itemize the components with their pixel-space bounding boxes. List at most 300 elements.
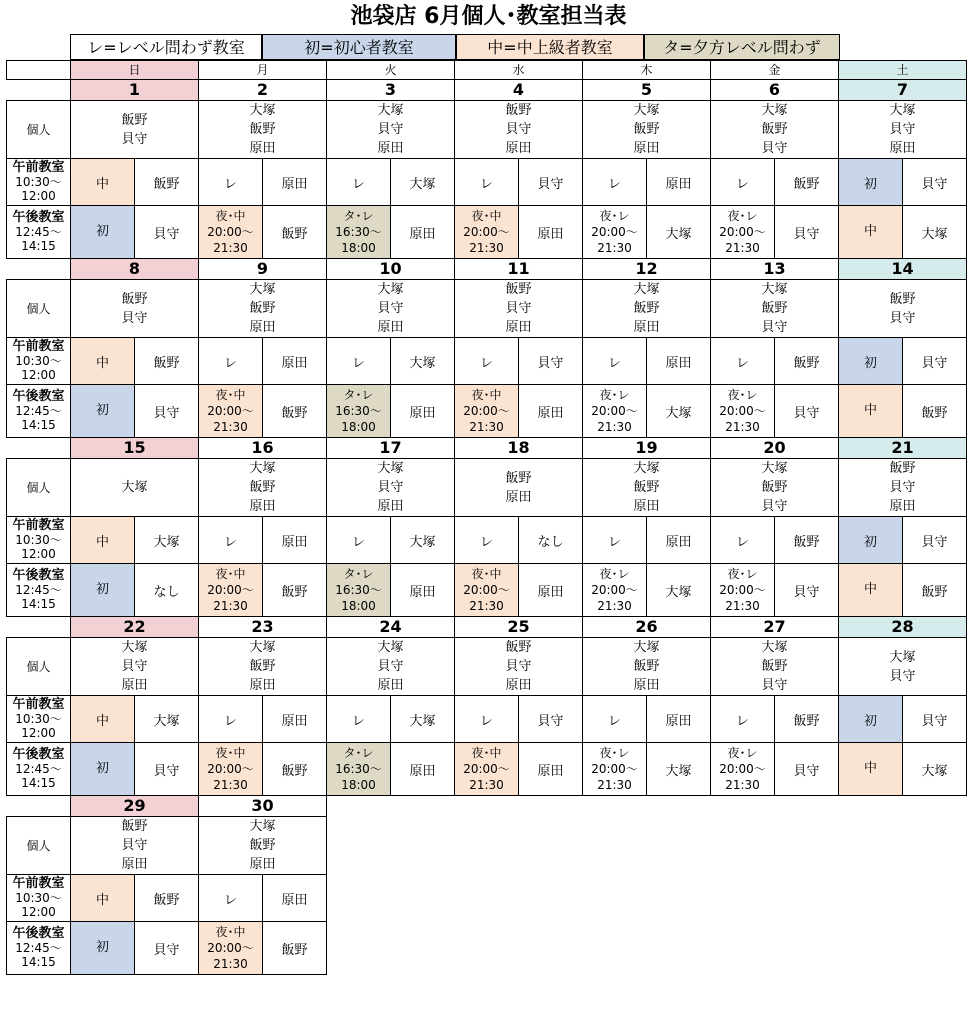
staff-name: 貝守 bbox=[121, 131, 148, 147]
am-class-type: 中 bbox=[71, 517, 135, 564]
am-staff: 原田 bbox=[647, 696, 711, 743]
pm-class-type bbox=[199, 385, 263, 438]
staff-name: 原田 bbox=[249, 320, 276, 335]
am-class-type: レ bbox=[455, 517, 519, 564]
am-class-type: レ bbox=[455, 159, 519, 206]
pm-staff: 飯野 bbox=[903, 385, 967, 438]
weekday-header: 日 bbox=[71, 61, 199, 80]
pm-staff: 大塚 bbox=[647, 206, 711, 259]
pm-type-line: 21:30 bbox=[597, 778, 632, 792]
am-staff: 原田 bbox=[647, 517, 711, 564]
pm-class-type bbox=[583, 564, 647, 617]
empty-cell bbox=[839, 875, 967, 922]
staff-name: 原田 bbox=[505, 320, 532, 335]
weekday-header: 木 bbox=[583, 61, 711, 80]
staff-name: 大塚 bbox=[761, 282, 788, 297]
pm-class-type: 初 bbox=[71, 385, 135, 438]
pm-label-line: 14:15 bbox=[21, 418, 56, 432]
staff-name: 大塚 bbox=[249, 461, 276, 476]
am-label-line: 10:30～ bbox=[15, 175, 62, 189]
date-number: 23 bbox=[199, 617, 327, 638]
pm-label-line: 午後教室 bbox=[12, 389, 65, 404]
pm-type-line: 夜･中 bbox=[215, 388, 246, 402]
weekday-header: 金 bbox=[711, 61, 839, 80]
staff-name: 原田 bbox=[505, 489, 532, 505]
pm-class-type: 中 bbox=[839, 385, 903, 438]
pm-staff: 貝守 bbox=[135, 385, 199, 438]
staff-name: 貝守 bbox=[761, 320, 788, 335]
individual-staff-cell bbox=[711, 280, 839, 338]
staff-name: 貝守 bbox=[505, 301, 532, 316]
am-staff: 大塚 bbox=[391, 517, 455, 564]
pm-type-line: 夜･レ bbox=[599, 746, 630, 760]
pm-label-line: 午後教室 bbox=[12, 747, 65, 762]
am-class-type: レ bbox=[199, 875, 263, 922]
pm-staff: 貝守 bbox=[775, 743, 839, 796]
individual-staff-cell bbox=[711, 459, 839, 517]
empty-cell bbox=[327, 796, 455, 817]
am-label-line: 午前教室 bbox=[12, 160, 65, 175]
empty-cell bbox=[583, 875, 711, 922]
row-label-individual: 個人 bbox=[7, 280, 71, 338]
pm-class-type bbox=[199, 922, 263, 975]
staff-name: 飯野 bbox=[121, 112, 148, 128]
staff-name: 原田 bbox=[249, 499, 276, 514]
staff-name: 飯野 bbox=[249, 480, 276, 495]
pm-type-line: 18:00 bbox=[341, 241, 376, 255]
date-number: 4 bbox=[455, 80, 583, 101]
staff-name: 大塚 bbox=[377, 282, 404, 297]
individual-staff-cell bbox=[583, 101, 711, 159]
pm-type-line: タ･レ bbox=[343, 388, 374, 402]
individual-staff-cell bbox=[583, 638, 711, 696]
pm-staff: 原田 bbox=[391, 564, 455, 617]
am-class-type: レ bbox=[711, 696, 775, 743]
pm-type-line: 16:30～ bbox=[335, 225, 382, 239]
pm-class-type bbox=[711, 743, 775, 796]
pm-class-type: 初 bbox=[71, 206, 135, 259]
empty-cell bbox=[327, 922, 455, 975]
staff-name: 大塚 bbox=[889, 103, 916, 118]
row-label-pm bbox=[7, 922, 71, 975]
empty-cell bbox=[583, 796, 711, 817]
pm-label-line: 12:45～ bbox=[15, 941, 62, 955]
staff-name: 大塚 bbox=[377, 103, 404, 118]
am-class-type: レ bbox=[711, 159, 775, 206]
pm-staff: 飯野 bbox=[263, 743, 327, 796]
am-class-type: 中 bbox=[71, 338, 135, 385]
staff-name: 原田 bbox=[249, 141, 276, 156]
am-staff: 飯野 bbox=[135, 875, 199, 922]
pm-type-line: 夜･中 bbox=[471, 567, 502, 581]
pm-class-type bbox=[711, 206, 775, 259]
spacer-cell bbox=[7, 438, 71, 459]
individual-staff-cell bbox=[71, 817, 199, 875]
staff-name: 大塚 bbox=[761, 640, 788, 655]
row-label-pm bbox=[7, 385, 71, 438]
staff-name: 飯野 bbox=[505, 470, 532, 486]
pm-class-type bbox=[327, 385, 391, 438]
empty-cell bbox=[455, 817, 583, 875]
individual-staff-cell bbox=[455, 459, 583, 517]
staff-name: 飯野 bbox=[633, 480, 660, 495]
staff-name: 貝守 bbox=[761, 678, 788, 693]
am-class-type: レ bbox=[327, 517, 391, 564]
staff-name: 飯野 bbox=[761, 480, 788, 495]
empty-cell bbox=[711, 875, 839, 922]
pm-type-line: 20:00～ bbox=[207, 762, 254, 776]
staff-name: 貝守 bbox=[121, 310, 148, 326]
staff-name: 大塚 bbox=[121, 480, 148, 495]
pm-type-line: 20:00～ bbox=[591, 762, 638, 776]
am-staff: 飯野 bbox=[775, 517, 839, 564]
pm-staff: 飯野 bbox=[263, 385, 327, 438]
date-number: 27 bbox=[711, 617, 839, 638]
pm-staff: 原田 bbox=[391, 206, 455, 259]
pm-label-line: 午後教室 bbox=[12, 210, 65, 225]
staff-name: 飯野 bbox=[249, 659, 276, 674]
am-staff: 飯野 bbox=[775, 696, 839, 743]
pm-staff: 原田 bbox=[519, 564, 583, 617]
staff-name: 原田 bbox=[249, 678, 276, 693]
row-label-am bbox=[7, 875, 71, 922]
spacer-cell bbox=[7, 617, 71, 638]
pm-class-type bbox=[455, 206, 519, 259]
pm-class-type: 初 bbox=[71, 922, 135, 975]
staff-name: 原田 bbox=[633, 678, 660, 693]
staff-name: 飯野 bbox=[761, 659, 788, 674]
pm-staff: 大塚 bbox=[647, 564, 711, 617]
date-number: 9 bbox=[199, 259, 327, 280]
staff-name: 原田 bbox=[633, 499, 660, 514]
individual-staff-cell bbox=[71, 101, 199, 159]
pm-type-line: 20:00～ bbox=[463, 762, 510, 776]
staff-name: 大塚 bbox=[249, 282, 276, 297]
am-class-type: レ bbox=[199, 159, 263, 206]
staff-name: 原田 bbox=[249, 857, 276, 872]
empty-cell bbox=[711, 817, 839, 875]
pm-type-line: 21:30 bbox=[725, 420, 760, 434]
spacer-cell bbox=[7, 259, 71, 280]
staff-name: 貝守 bbox=[889, 480, 916, 495]
pm-type-line: 夜･レ bbox=[599, 209, 630, 223]
staff-name: 貝守 bbox=[377, 122, 404, 137]
pm-type-line: 18:00 bbox=[341, 778, 376, 792]
pm-type-line: 21:30 bbox=[597, 599, 632, 613]
am-class-type: レ bbox=[583, 159, 647, 206]
pm-type-line: 夜･中 bbox=[471, 388, 502, 402]
page-title: 池袋店 6月個人･教室担当表 bbox=[350, 4, 627, 29]
staff-name: 飯野 bbox=[761, 301, 788, 316]
pm-class-type bbox=[583, 743, 647, 796]
pm-label-line: 12:45～ bbox=[15, 404, 62, 418]
staff-name: 貝守 bbox=[889, 310, 916, 326]
pm-type-line: 20:00～ bbox=[591, 583, 638, 597]
pm-staff: 原田 bbox=[519, 206, 583, 259]
pm-type-line: 夜･レ bbox=[727, 209, 758, 223]
pm-type-line: 夜･レ bbox=[599, 567, 630, 581]
pm-staff: 貝守 bbox=[135, 922, 199, 975]
staff-name: 大塚 bbox=[761, 461, 788, 476]
pm-type-line: 21:30 bbox=[725, 778, 760, 792]
pm-class-type bbox=[199, 743, 263, 796]
staff-name: 貝守 bbox=[377, 480, 404, 495]
pm-type-line: 20:00～ bbox=[719, 404, 766, 418]
pm-type-line: 夜･レ bbox=[727, 388, 758, 402]
staff-name: 原田 bbox=[121, 678, 148, 693]
pm-type-line: 18:00 bbox=[341, 420, 376, 434]
staff-name: 貝守 bbox=[505, 122, 532, 137]
empty-cell bbox=[839, 796, 967, 817]
am-label-line: 12:00 bbox=[21, 905, 56, 919]
individual-staff-cell bbox=[327, 101, 455, 159]
am-label-line: 12:00 bbox=[21, 726, 56, 740]
individual-staff-cell bbox=[583, 459, 711, 517]
pm-staff: 原田 bbox=[391, 743, 455, 796]
am-class-type: レ bbox=[327, 338, 391, 385]
am-class-type: 中 bbox=[71, 696, 135, 743]
pm-type-line: タ･レ bbox=[343, 567, 374, 581]
am-class-type: 初 bbox=[839, 159, 903, 206]
staff-name: 貝守 bbox=[377, 301, 404, 316]
staff-name: 飯野 bbox=[249, 122, 276, 137]
date-number: 6 bbox=[711, 80, 839, 101]
pm-label-line: 14:15 bbox=[21, 955, 56, 969]
pm-type-line: 夜･中 bbox=[215, 209, 246, 223]
am-class-type: レ bbox=[711, 338, 775, 385]
individual-staff-cell bbox=[455, 280, 583, 338]
pm-staff: 大塚 bbox=[647, 385, 711, 438]
pm-class-type: 中 bbox=[839, 564, 903, 617]
pm-type-line: 21:30 bbox=[213, 241, 248, 255]
date-number: 28 bbox=[839, 617, 967, 638]
row-label-individual: 個人 bbox=[7, 817, 71, 875]
pm-label-line: 14:15 bbox=[21, 776, 56, 790]
am-staff: 貝守 bbox=[903, 517, 967, 564]
pm-type-line: タ･レ bbox=[343, 209, 374, 223]
staff-name: 貝守 bbox=[505, 659, 532, 674]
pm-type-line: 20:00～ bbox=[719, 583, 766, 597]
am-class-type: レ bbox=[199, 517, 263, 564]
am-class-type: レ bbox=[711, 517, 775, 564]
pm-type-line: 21:30 bbox=[469, 241, 504, 255]
am-label-line: 午前教室 bbox=[12, 339, 65, 354]
pm-class-type bbox=[455, 385, 519, 438]
staff-name: 飯野 bbox=[249, 838, 276, 853]
empty-cell bbox=[711, 922, 839, 975]
pm-type-line: 18:00 bbox=[341, 599, 376, 613]
pm-type-line: 夜･レ bbox=[727, 567, 758, 581]
am-class-type: 初 bbox=[839, 517, 903, 564]
pm-type-line: 夜･中 bbox=[215, 567, 246, 581]
row-label-individual: 個人 bbox=[7, 459, 71, 517]
pm-type-line: 20:00～ bbox=[591, 225, 638, 239]
individual-staff-cell bbox=[839, 280, 967, 338]
row-label-individual: 個人 bbox=[7, 638, 71, 696]
staff-name: 大塚 bbox=[889, 649, 916, 665]
row-label-individual: 個人 bbox=[7, 101, 71, 159]
am-staff: 貝守 bbox=[519, 696, 583, 743]
am-label-line: 10:30～ bbox=[15, 891, 62, 905]
individual-staff-cell bbox=[327, 459, 455, 517]
schedule-table bbox=[6, 60, 967, 975]
individual-staff-cell bbox=[71, 280, 199, 338]
empty-cell bbox=[455, 922, 583, 975]
am-class-type: レ bbox=[583, 517, 647, 564]
staff-name: 貝守 bbox=[121, 838, 148, 853]
pm-type-line: 21:30 bbox=[213, 599, 248, 613]
am-staff: 原田 bbox=[263, 875, 327, 922]
am-class-type: 中 bbox=[71, 159, 135, 206]
am-label-line: 10:30～ bbox=[15, 533, 62, 547]
staff-name: 飯野 bbox=[889, 291, 916, 307]
empty-cell bbox=[455, 875, 583, 922]
legend-beginner: 初=初心者教室 bbox=[262, 34, 456, 60]
pm-label-line: 12:45～ bbox=[15, 583, 62, 597]
pm-staff: 飯野 bbox=[903, 564, 967, 617]
pm-class-type bbox=[583, 385, 647, 438]
staff-name: 貝守 bbox=[761, 141, 788, 156]
date-number: 30 bbox=[199, 796, 327, 817]
date-number: 5 bbox=[583, 80, 711, 101]
am-staff: 貝守 bbox=[903, 159, 967, 206]
row-label-pm bbox=[7, 743, 71, 796]
staff-name: 原田 bbox=[505, 678, 532, 693]
date-number: 21 bbox=[839, 438, 967, 459]
pm-label-line: 午後教室 bbox=[12, 568, 65, 583]
individual-staff-cell bbox=[327, 280, 455, 338]
individual-staff-cell bbox=[71, 459, 199, 517]
pm-type-line: 21:30 bbox=[469, 778, 504, 792]
am-staff: 貝守 bbox=[903, 338, 967, 385]
pm-staff: 原田 bbox=[391, 385, 455, 438]
pm-staff: 大塚 bbox=[647, 743, 711, 796]
staff-name: 貝守 bbox=[761, 499, 788, 514]
individual-staff-cell bbox=[199, 459, 327, 517]
row-label-am bbox=[7, 159, 71, 206]
staff-name: 飯野 bbox=[633, 122, 660, 137]
date-number: 26 bbox=[583, 617, 711, 638]
pm-staff: 貝守 bbox=[775, 385, 839, 438]
pm-class-type bbox=[327, 564, 391, 617]
staff-name: 貝守 bbox=[377, 659, 404, 674]
pm-label-line: 12:45～ bbox=[15, 762, 62, 776]
individual-staff-cell bbox=[711, 638, 839, 696]
staff-name: 大塚 bbox=[633, 461, 660, 476]
empty-cell bbox=[327, 817, 455, 875]
am-class-type: レ bbox=[455, 696, 519, 743]
staff-name: 原田 bbox=[377, 320, 404, 335]
pm-class-type bbox=[583, 206, 647, 259]
pm-class-type bbox=[455, 743, 519, 796]
pm-class-type: 初 bbox=[71, 564, 135, 617]
pm-staff: 飯野 bbox=[263, 922, 327, 975]
individual-staff-cell bbox=[839, 638, 967, 696]
individual-staff-cell bbox=[327, 638, 455, 696]
individual-staff-cell bbox=[199, 638, 327, 696]
am-label-line: 午前教室 bbox=[12, 518, 65, 533]
pm-staff: 大塚 bbox=[903, 743, 967, 796]
am-staff: 大塚 bbox=[391, 696, 455, 743]
individual-staff-cell bbox=[455, 101, 583, 159]
staff-name: 大塚 bbox=[249, 103, 276, 118]
date-number: 3 bbox=[327, 80, 455, 101]
am-label-line: 10:30～ bbox=[15, 712, 62, 726]
staff-name: 原田 bbox=[377, 141, 404, 156]
staff-name: 飯野 bbox=[505, 282, 532, 297]
am-staff: 貝守 bbox=[903, 696, 967, 743]
staff-name: 大塚 bbox=[377, 461, 404, 476]
pm-class-type: 中 bbox=[839, 743, 903, 796]
pm-type-line: 21:30 bbox=[725, 599, 760, 613]
pm-staff: 大塚 bbox=[903, 206, 967, 259]
pm-type-line: 20:00～ bbox=[207, 941, 254, 955]
date-number: 18 bbox=[455, 438, 583, 459]
am-staff: 飯野 bbox=[135, 338, 199, 385]
staff-name: 原田 bbox=[377, 499, 404, 514]
staff-name: 大塚 bbox=[377, 640, 404, 655]
weekday-header: 月 bbox=[199, 61, 327, 80]
pm-staff: 貝守 bbox=[135, 743, 199, 796]
pm-class-type bbox=[327, 743, 391, 796]
pm-class-type bbox=[199, 206, 263, 259]
am-staff: 原田 bbox=[647, 338, 711, 385]
pm-type-line: 21:30 bbox=[213, 778, 248, 792]
row-label-pm bbox=[7, 564, 71, 617]
staff-name: 飯野 bbox=[633, 301, 660, 316]
individual-staff-cell bbox=[199, 101, 327, 159]
row-label-am bbox=[7, 338, 71, 385]
pm-type-line: 16:30～ bbox=[335, 404, 382, 418]
am-staff: 原田 bbox=[647, 159, 711, 206]
am-staff: 原田 bbox=[263, 338, 327, 385]
date-number: 15 bbox=[71, 438, 199, 459]
pm-type-line: 夜･レ bbox=[727, 746, 758, 760]
date-number: 16 bbox=[199, 438, 327, 459]
staff-name: 貝守 bbox=[121, 659, 148, 674]
date-number: 20 bbox=[711, 438, 839, 459]
pm-class-type: 初 bbox=[71, 743, 135, 796]
empty-cell bbox=[583, 817, 711, 875]
pm-type-line: 20:00～ bbox=[463, 404, 510, 418]
date-number: 14 bbox=[839, 259, 967, 280]
spacer-cell bbox=[7, 80, 71, 101]
date-number: 11 bbox=[455, 259, 583, 280]
pm-type-line: 21:30 bbox=[597, 241, 632, 255]
am-class-type: レ bbox=[199, 338, 263, 385]
am-class-type: 初 bbox=[839, 696, 903, 743]
pm-staff: 原田 bbox=[519, 385, 583, 438]
corner-cell bbox=[7, 61, 71, 80]
empty-cell bbox=[711, 796, 839, 817]
am-staff: 大塚 bbox=[135, 517, 199, 564]
pm-type-line: 夜･レ bbox=[599, 388, 630, 402]
am-staff: 飯野 bbox=[775, 159, 839, 206]
date-number: 7 bbox=[839, 80, 967, 101]
am-label-line: 午前教室 bbox=[12, 697, 65, 712]
empty-cell bbox=[583, 922, 711, 975]
empty-cell bbox=[839, 922, 967, 975]
pm-class-type bbox=[455, 564, 519, 617]
pm-staff: 飯野 bbox=[263, 564, 327, 617]
pm-type-line: 20:00～ bbox=[207, 404, 254, 418]
individual-staff-cell bbox=[199, 817, 327, 875]
am-label-line: 12:00 bbox=[21, 189, 56, 203]
individual-staff-cell bbox=[583, 280, 711, 338]
individual-staff-cell bbox=[839, 459, 967, 517]
weekday-header: 水 bbox=[455, 61, 583, 80]
empty-cell bbox=[327, 875, 455, 922]
